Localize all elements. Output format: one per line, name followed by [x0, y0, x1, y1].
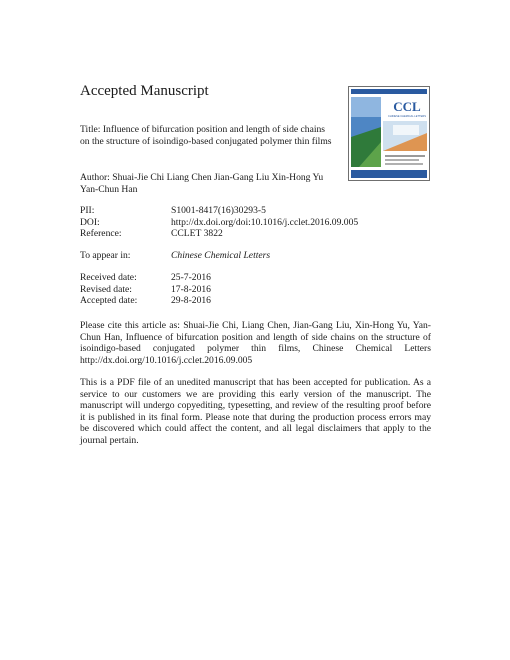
pii-label: PII:: [80, 205, 95, 216]
date-row-received: [80, 272, 211, 284]
date-row-accepted: [80, 295, 211, 307]
cover-journal-subtitle: CHINESE CHEMICAL LETTERS: [388, 115, 426, 118]
disclaimer-paragraph: This is a PDF file of an unedited manuscript that has been accepted for publication. As a service to our customers we are providing this early version of the manuscript. The manuscript will undergo copyediting, typesetting, and review of the resulting proof before it is published in its final form. Please note that during the production process errors may be discovered which could affect the content, and all legal disclaimers that apply to the journal pertain.: [80, 377, 431, 446]
identifier-row-reference: [80, 228, 358, 240]
identifier-row-doi: [80, 217, 358, 229]
pii-value: S1001-8417(16)30293-5: [171, 205, 266, 216]
journal-cover-art: [349, 87, 429, 180]
identifier-row-pii: [80, 205, 358, 217]
reference-label: Reference:: [80, 228, 122, 239]
received-label: Received date:: [80, 272, 137, 283]
doi-link[interactable]: http://dx.doi.org/doi:10.1016/j.cclet.2016.09.005: [171, 216, 359, 228]
journal-cover-image: [348, 86, 430, 181]
dates-table: [80, 272, 211, 307]
doi-label: DOI:: [80, 216, 100, 228]
title-line: Title: Influence of bifurcation position and length of side chains on the structure of isoindigo-based conjugated polymer thin films: [80, 124, 332, 147]
received-value: 25-7-2016: [171, 272, 211, 283]
journal-name: Chinese Chemical Letters: [171, 250, 271, 261]
author-line: Author: Shuai-Jie Chi Liang Chen Jian-Gang Liu Xin-Hong Yu Yan-Chun Han: [80, 172, 324, 195]
revised-label: Revised date:: [80, 283, 132, 295]
citation-paragraph: Please cite this article as: Shuai-Jie Chi, Liang Chen, Jian-Gang Liu, Xin-Hong Yu, Yan-Chun Han, Influence of bifurcation position and length of side chains on the structure of isoindigo-based conjugated polymer thin films, Chinese Chemical Letters http://dx.doi.org/10.1016/j.cclet.2016.09.005: [80, 320, 431, 366]
reference-value: CCLET 3822: [171, 228, 223, 239]
accepted-value: 29-8-2016: [171, 295, 211, 306]
appear-label: To appear in:: [80, 250, 131, 261]
cover-journal-abbr: CCL: [393, 99, 421, 114]
appear-in-row: [80, 250, 270, 262]
page-heading: Accepted Manuscript: [80, 83, 209, 99]
date-row-revised: [80, 284, 211, 296]
accepted-label: Accepted date:: [80, 295, 138, 306]
revised-value: 17-8-2016: [171, 283, 211, 295]
appear-row: [80, 250, 270, 262]
identifier-table: [80, 205, 358, 240]
